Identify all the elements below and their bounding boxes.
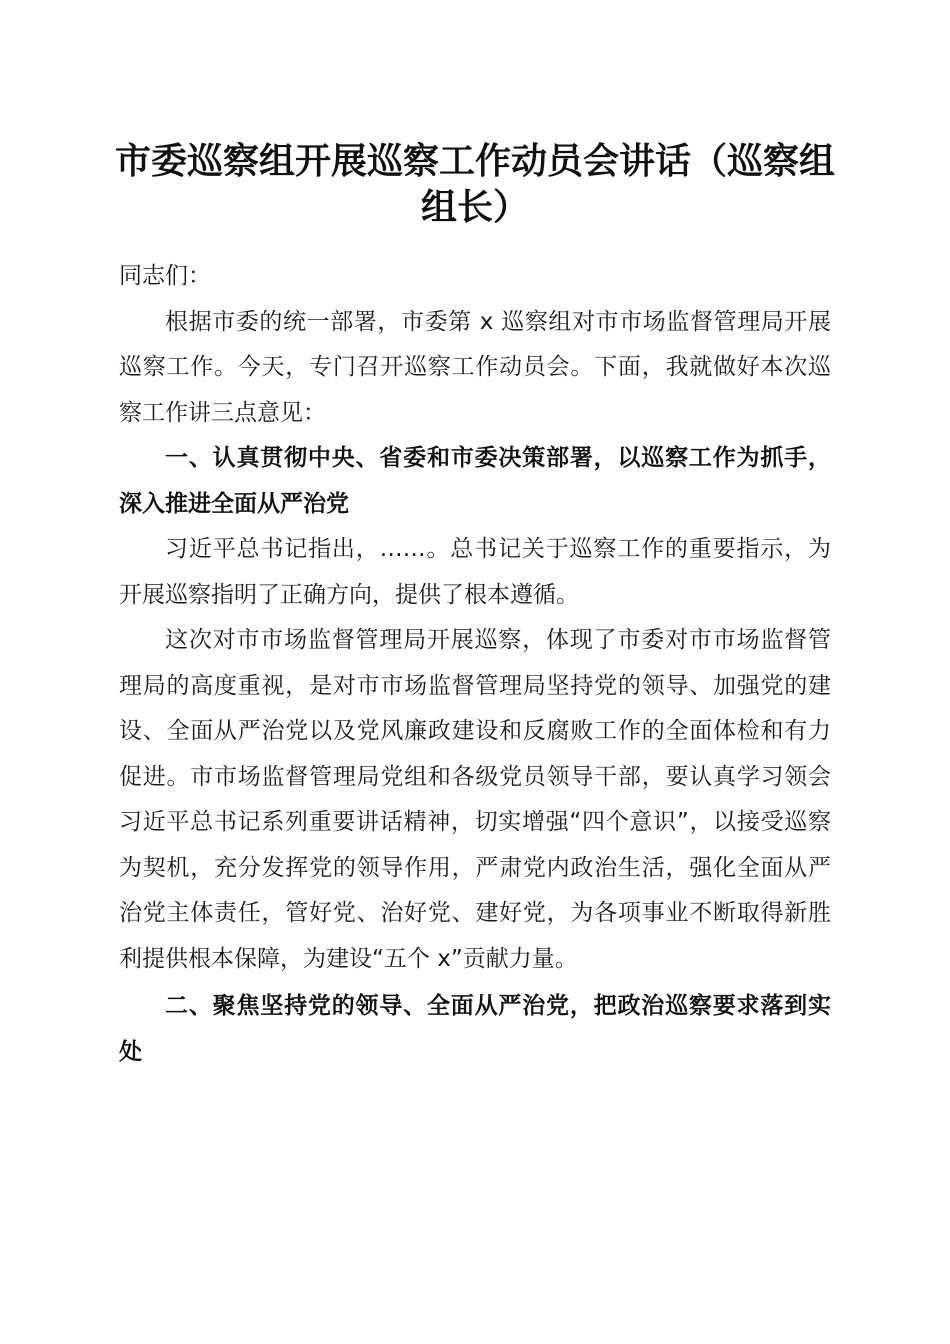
intro-paragraph: 根据市委的统一部署，市委第 x 巡察组对市市场监督管理局开展巡察工作。今天，专门召开巡察工作动员会。下面，我就做好本次巡察工作讲三点意见： xyxy=(119,308,831,426)
document-title: 市委巡察组开展巡察工作动员会讲话（巡察组组长） xyxy=(114,140,835,228)
section-1-paragraph-1: 习近平总书记指出，……。总书记关于巡察工作的重要指示，为开展巡察指明了正确方向，提供了根本遵循。 xyxy=(119,536,831,608)
greeting: 同志们： xyxy=(119,263,211,289)
document-body xyxy=(119,254,831,1075)
section-1-heading: 一、认真贯彻中央、省委和市委决策部署，以巡察工作为抓手，深入推进全面从严治党 xyxy=(119,445,831,517)
section-2-heading: 二、聚焦坚持党的领导、全面从严治党，把政治巡察要求落到实处 xyxy=(119,993,831,1065)
section-1-paragraph-2: 这次对市市场监督管理局开展巡察，体现了市委对市市场监督管理局的高度重视，是对市市场监督管理局坚持党的领导、加强党的建设、全面从严治党以及党风廉政建设和反腐败工作的全面体检和有力促进。市市场监督管理局党组和各级党员领导干部，要认真学习领会习近平总书记系列重要讲话精神，切实增强“四个意识”，以接受巡察为契机，充分发挥党的领导作用，严肃党内政治生活，强化全面从严治党主体责任，管好党、治好党、建好党，为各项事业不断取得新胜利提供根本保障，为建设“五个 x”贡献力量。 xyxy=(119,627,831,972)
